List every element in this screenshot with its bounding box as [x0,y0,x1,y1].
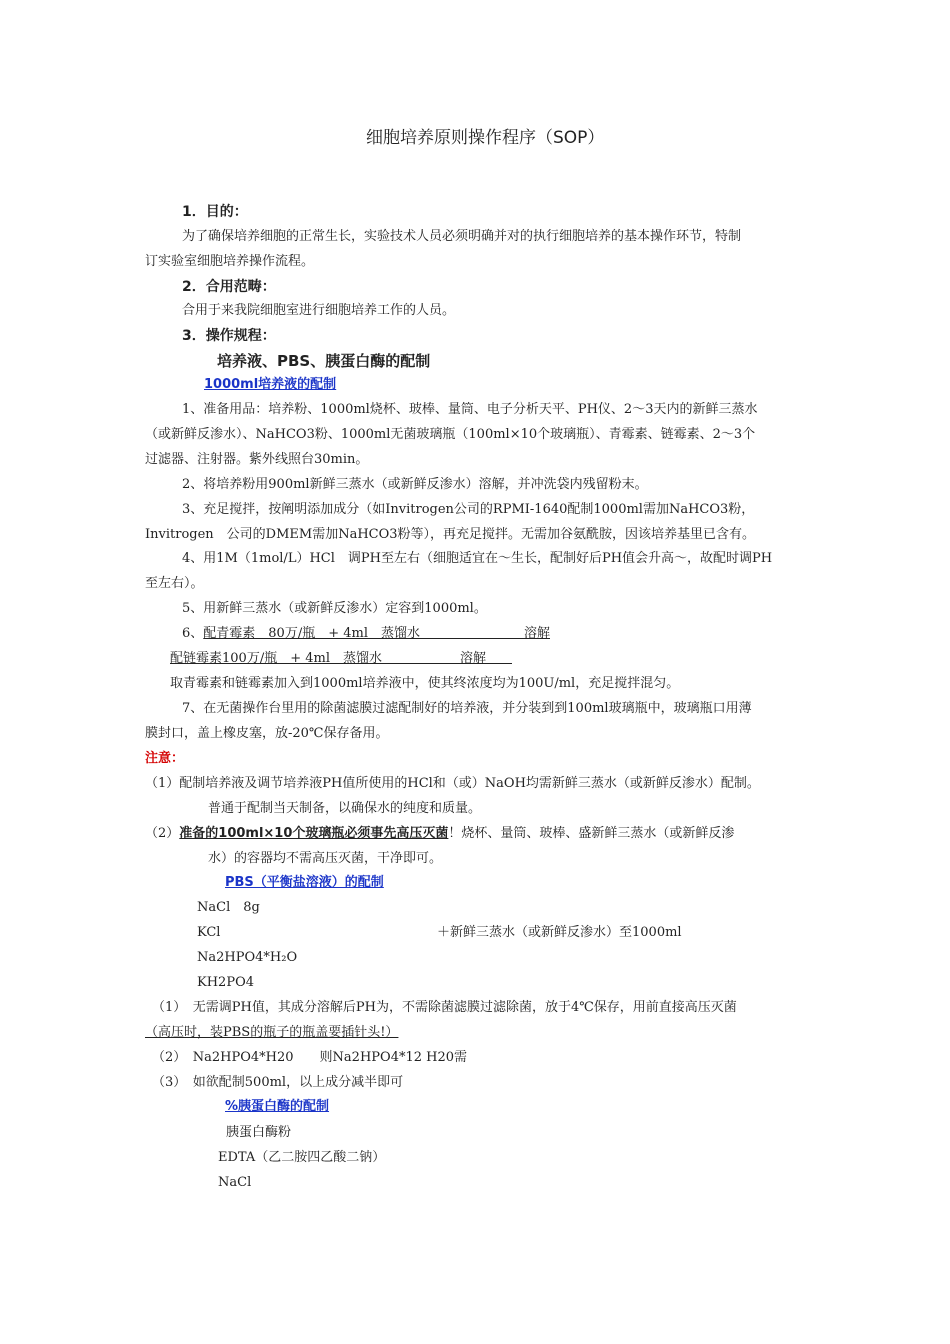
step-5: 5、用新鲜三蒸水（或新鲜反渗水）定容到1000ml。 [182,601,487,616]
pbs-note-2: （2） Na2HPO4*H20 则Na2HPO4*12 H20需 [152,1050,468,1065]
step-1-line-1: 1、准备用品：培养粉、1000ml烧杯、玻棒、量筒、电子分析天平、PH仪、2～3天内的新鲜三蒸水 [182,402,758,417]
pbs-note-1-line-1: （1） 无需调PH值，其成分溶解后PH为，不需除菌滤膜过滤除菌，放于4℃保存，用前直接高压灭菌 [152,1000,737,1015]
section-3-subheading: 培养液、PBS、胰蛋白酶的配制 [217,352,431,370]
section-1-text-2: 订实验室细胞培养操作流程。 [145,254,315,269]
pbs-water: ＋新鲜三蒸水（或新鲜反渗水）至1000ml [437,925,682,940]
section-2-heading: 2．合用范畴： [182,279,276,295]
step-1-line-3: 过滤器、注射器。紫外线照台30min。 [145,452,369,467]
step-3-line-1: 3、充足搅拌，按阐明添加成分（如Invitrogen公司的RPMI-1640配制1000ml需加NaHCO3粉， [182,502,755,517]
section-3-heading: 3．操作规程： [182,328,276,344]
link-pbs[interactable]: PBS（平衡盐溶液）的配制 [225,875,384,890]
trypsin-nacl: NaCl [218,1175,252,1190]
pbs-nacl: NaCl 8g [197,900,260,915]
step-6-prefix: 6、 [182,626,204,641]
note-1-line-2: 普通于配制当天制备，以确保水的纯度和质量。 [208,801,482,816]
pbs-na2hpo4: Na2HPO4*H₂O [197,950,298,965]
link-trypsin[interactable]: %胰蛋白酶的配制 [225,1099,330,1114]
link-culture-medium[interactable]: 1000ml培养液的配制 [204,377,337,392]
step-1-line-2: （或新鲜反渗水）、NaHCO3粉、1000ml无菌玻璃瓶（100ml×10个玻璃瓶）、青霉素、链霉素、2～3个 [145,427,756,442]
pbs-note-3: （3） 如欲配制500ml，以上成分减半即可 [152,1075,404,1090]
step-6-penicillin: 配青霉素 80万/瓶 + 4ml 蒸馏水 溶解 [203,626,550,641]
step-7-line-1: 7、在无菌操作台里用的除菌滤膜过滤配制好的培养液，并分装到到100ml玻璃瓶中，玻璃瓶口用薄 [182,701,752,716]
step-6-line-3: 取青霉素和链霉素加入到1000ml培养液中，使其终浓度均为100U/ml，充足搅拌混匀。 [170,676,680,691]
note-2-prefix: （2） [145,826,180,841]
pbs-kcl: KCl [197,925,221,940]
pbs-kh2po4: KH2PO4 [197,975,254,990]
step-6-line-2: 配链霉素100万/瓶 + 4ml 蒸馏水 溶解 [170,651,512,666]
step-4-line-1: 4、用1M（1mol/L）HCl 调PH至左右（细胞适宜在～生长，配制好后PH值会升高～，故配时调PH [182,551,773,566]
note-1-line-1: （1）配制培养液及调节培养液PH值所使用的HCl和（或）NaOH均需新鲜三蒸水（或新鲜反渗水）配制。 [145,776,760,791]
note-2-line-1 [145,826,734,842]
trypsin-powder: 胰蛋白酶粉 [226,1125,292,1140]
trypsin-edta: EDTA（乙二胺四乙酸二钠） [218,1150,386,1165]
step-7-line-2: 膜封口，盖上橡皮塞，放-20℃保存备用。 [145,726,389,741]
note-2-line-2: 水）的容器均不需高压灭菌，干净即可。 [208,851,443,866]
pbs-note-1-line-2: （高压时，装PBS的瓶子的瓶盖要插针头!） [145,1025,399,1040]
section-2-text: 合用于来我院细胞室进行细胞培养工作的人员。 [182,303,456,318]
section-1-text-1: 为了确保培养细胞的正常生长，实验技术人员必须明确并对的执行细胞培养的基本操作环节，特制 [182,229,742,244]
step-6-line-1 [182,626,550,642]
page-title: 细胞培养原则操作程序（SOP） [366,128,605,148]
section-1-heading: 1．目的： [182,204,248,220]
note-2-rest: ！烧杯、量筒、玻棒、盛新鲜三蒸水（或新鲜反渗 [448,826,735,841]
step-4-line-2: 至左右）。 [145,576,204,591]
note-label: 注意： [145,751,185,766]
step-3-line-2: Invitrogen 公司的DMEM需加NaHCO3粉等），再充足搅拌。无需加谷氨酰胺，因该培养基里已含有。 [145,527,756,542]
step-2: 2、将培养粉用900ml新鲜三蒸水（或新鲜反渗水）溶解，并冲洗袋内残留粉末。 [182,477,648,492]
note-2-emphasis: 准备的100ml×10个玻璃瓶必须事先高压灭菌 [179,826,449,841]
